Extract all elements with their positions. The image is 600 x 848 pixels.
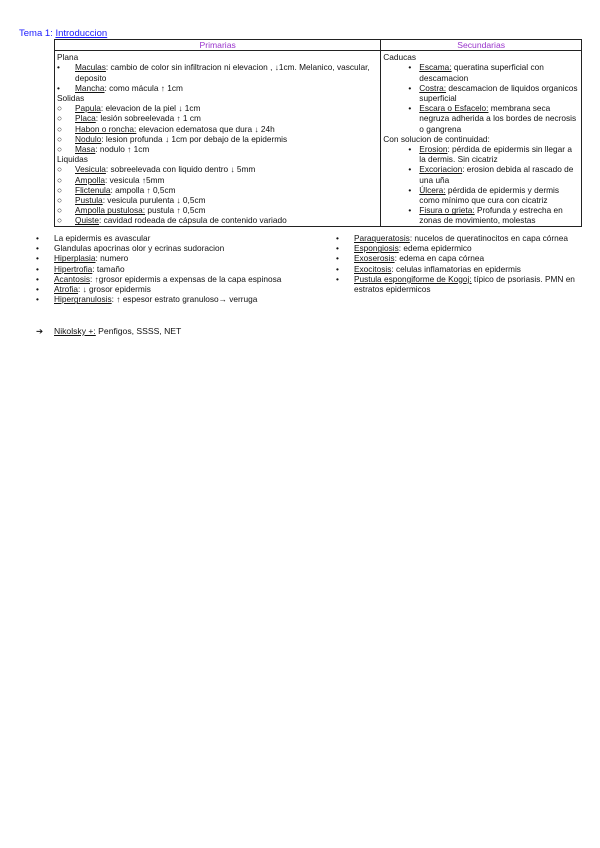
item-text xyxy=(419,185,580,205)
bullet-dot-icon: • xyxy=(336,233,339,243)
list-item xyxy=(383,144,580,164)
item-text xyxy=(75,175,379,185)
item-term: Exocitosis xyxy=(354,263,392,274)
item-description: queratina superficial con descamacion xyxy=(419,62,544,83)
right-notes-list xyxy=(336,233,586,294)
list-item xyxy=(36,233,326,243)
item-description: La epidermis es avascular xyxy=(54,233,151,243)
item-term: Hiperplasia xyxy=(54,253,96,264)
bullet-dot-icon: • xyxy=(36,253,39,264)
list-item xyxy=(383,83,580,103)
item-description: : pérdida de epidermis sin llegar a la dermis. Sin cicatriz xyxy=(419,144,572,165)
bullet-circle-icon: ○ xyxy=(57,113,63,124)
group-heading: Plana xyxy=(57,52,79,63)
item-term: Nodulo xyxy=(75,133,102,144)
bullet-dot-icon: • xyxy=(408,184,412,195)
group-heading: Solidas xyxy=(57,93,85,104)
item-text xyxy=(54,243,326,253)
list-item xyxy=(36,294,326,304)
bullet-circle-icon: ○ xyxy=(57,174,63,185)
item-term: Erosion xyxy=(419,144,448,155)
list-item xyxy=(57,175,379,185)
bullet-dot-icon: • xyxy=(408,205,412,216)
item-description: : celulas inflamatorias en epidermis xyxy=(391,263,521,274)
bullet-circle-icon: ○ xyxy=(57,133,63,144)
bullet-dot-icon: • xyxy=(408,164,412,175)
bullet-dot-icon: • xyxy=(408,62,412,73)
list-item xyxy=(57,185,379,195)
list-item xyxy=(57,144,379,154)
item-text xyxy=(354,274,586,294)
item-text xyxy=(75,134,379,144)
list-item xyxy=(383,164,580,184)
item-text xyxy=(54,284,326,294)
page-title xyxy=(19,28,107,39)
item-text xyxy=(54,274,326,284)
bullet-dot-icon: • xyxy=(57,62,60,73)
item-text xyxy=(54,233,326,243)
list-item xyxy=(383,62,580,82)
list-item xyxy=(57,113,379,123)
bullet-dot-icon: • xyxy=(336,253,339,264)
list-item xyxy=(57,62,379,82)
item-text xyxy=(354,253,586,263)
item-description: membrana seca negruza adherida a los bordes de necrosis o gangrena xyxy=(419,103,577,134)
item-term: Excoriacion xyxy=(419,164,463,175)
item-description: pérdida de epidermis y dermis como mínimo que cura con cicatriz xyxy=(419,184,560,206)
item-term: Acantosis xyxy=(54,273,90,284)
list-item xyxy=(336,233,586,243)
item-text xyxy=(75,62,379,82)
item-text xyxy=(419,144,580,164)
list-item xyxy=(57,215,379,225)
bullet-dot-icon: • xyxy=(36,294,39,305)
bullet-dot-icon: • xyxy=(36,273,39,284)
item-term: Paraqueratosis xyxy=(354,233,410,243)
item-description: : nucelos de queratinocitos en capa córnea xyxy=(409,233,569,243)
item-description: : como mácula ↑ 1cm xyxy=(104,82,183,93)
list-item xyxy=(57,103,379,113)
item-description: : vesicula ↑5mm xyxy=(104,174,165,185)
bullet-circle-icon: ○ xyxy=(57,184,63,195)
item-term: Fisura o grieta: xyxy=(419,205,475,216)
bullet-circle-icon: ○ xyxy=(57,123,63,134)
item-term: Escara o Esfacelo: xyxy=(419,103,489,114)
item-term: Exoserosis xyxy=(354,253,395,264)
item-description: Glandulas apocrinas olor y ecrinas sudoracion xyxy=(54,243,225,254)
item-text xyxy=(75,215,379,225)
item-description: típico de psoriasis. PMN en estratos epidermicos xyxy=(354,273,575,295)
item-description: elevacion edematosa que dura ↓ 24h xyxy=(136,123,275,134)
list-item xyxy=(36,274,326,284)
bullet-dot-icon: • xyxy=(36,263,39,274)
item-term: Costra: xyxy=(419,82,447,93)
item-description: descamacion de liquidos organicos superficial xyxy=(419,82,578,104)
item-text xyxy=(75,144,379,154)
list-item xyxy=(36,284,326,294)
item-term: Hipertrofia xyxy=(54,263,93,274)
item-description: : edema epidermico xyxy=(398,243,472,254)
title-topic: Introduccion xyxy=(55,28,108,39)
item-term: Ampolla pustulosa: xyxy=(75,205,146,216)
item-text xyxy=(419,62,580,82)
nikolsky-term: Nikolsky +: xyxy=(54,326,96,336)
header-secundarias: Secundarias xyxy=(381,40,582,51)
list-item xyxy=(336,243,586,253)
item-text xyxy=(75,124,379,134)
item-description: : cambio de color sin infiltracion ni elevacion , ↓1cm. Melanico, vascular, deposito xyxy=(75,62,370,83)
item-description: : lesión sobreelevada ↑ 1 cm xyxy=(95,113,201,124)
item-description: Profunda y estrecha en zonas de movimiento, molestas xyxy=(419,205,563,226)
list-item xyxy=(57,164,379,174)
nikolsky-note xyxy=(36,326,181,337)
item-term: Maculas xyxy=(75,62,106,73)
item-text xyxy=(75,113,379,123)
item-term: Vesicula xyxy=(75,164,106,175)
list-item xyxy=(383,205,580,225)
item-text xyxy=(354,264,586,274)
item-description: : tamaño xyxy=(92,263,125,274)
bullet-dot-icon: • xyxy=(336,273,339,284)
list-item xyxy=(57,134,379,144)
bullet-dot-icon: • xyxy=(36,243,39,254)
secundarias-cell xyxy=(381,51,582,226)
item-text xyxy=(419,103,580,134)
list-item xyxy=(336,274,586,294)
item-text xyxy=(75,164,379,174)
item-text xyxy=(419,205,580,225)
item-text xyxy=(419,164,580,184)
item-term: Masa xyxy=(75,144,96,155)
item-text xyxy=(75,83,379,93)
list-item xyxy=(336,264,586,274)
list-item xyxy=(36,243,326,253)
item-text xyxy=(54,264,326,274)
bullet-dot-icon: • xyxy=(57,82,60,93)
item-text xyxy=(354,233,586,243)
group-heading: Caducas xyxy=(383,52,417,63)
item-term: Papula xyxy=(75,103,101,114)
primarias-cell xyxy=(55,51,381,226)
bullet-dot-icon: • xyxy=(336,263,339,274)
item-description: : ↑grosor epidermis a expensas de la capa espinosa xyxy=(89,273,282,284)
bullet-circle-icon: ○ xyxy=(57,215,63,226)
bullet-circle-icon: ○ xyxy=(57,164,63,175)
bullet-dot-icon: • xyxy=(408,103,412,114)
item-description: pustula ↑ 0,5cm xyxy=(145,205,206,216)
item-term: Placa xyxy=(75,113,96,124)
list-item xyxy=(36,264,326,274)
bullet-dot-icon: • xyxy=(36,233,39,243)
list-item xyxy=(383,103,580,134)
left-notes-list xyxy=(36,233,326,304)
bullet-circle-icon: ○ xyxy=(57,205,63,216)
list-item xyxy=(36,253,326,263)
bullet-dot-icon: • xyxy=(408,82,412,93)
item-description: : numero xyxy=(95,253,129,264)
item-text xyxy=(54,253,326,263)
bullet-circle-icon: ○ xyxy=(57,144,63,155)
item-description: : elevacion de la piel ↓ 1cm xyxy=(100,103,201,114)
lesions-table xyxy=(54,39,582,227)
item-text xyxy=(75,205,379,215)
item-description: : cavidad rodeada de cápsula de contenido variado xyxy=(98,215,287,226)
title-prefix: Tema 1: xyxy=(19,28,53,39)
item-term: Úlcera: xyxy=(419,184,446,195)
item-term: Quiste xyxy=(75,215,99,226)
list-item xyxy=(57,83,379,93)
item-text xyxy=(54,294,326,304)
list-item xyxy=(57,124,379,134)
group-heading: Liquidas xyxy=(57,154,88,165)
item-term: Hipergranulosis xyxy=(54,294,112,305)
item-description: : erosion debida al rascado de una uña xyxy=(419,164,574,185)
nikolsky-text: Penfigos, SSSS, NET xyxy=(95,326,182,336)
bullet-dot-icon: • xyxy=(36,284,39,295)
group-heading: Con solucion de continuidad: xyxy=(383,133,490,144)
list-item xyxy=(57,195,379,205)
list-item xyxy=(57,205,379,215)
item-description: : ampolla ↑ 0,5cm xyxy=(110,184,176,195)
item-description: : ↑ espesor estrato granuloso→ verruga xyxy=(111,294,258,305)
item-term: Atrofia xyxy=(54,284,78,295)
item-description: : nodulo ↑ 1cm xyxy=(95,144,150,155)
item-text xyxy=(75,195,379,205)
arrow-icon: ➔ xyxy=(36,326,44,336)
item-term: Pustula xyxy=(75,195,103,206)
bullet-circle-icon: ○ xyxy=(57,195,63,206)
item-term: Ampolla xyxy=(75,174,105,185)
item-text xyxy=(419,83,580,103)
item-description: : ↓ grosor epidermis xyxy=(77,284,151,295)
item-description: : edema en capa córnea xyxy=(394,253,485,264)
item-term: Flictenula xyxy=(75,184,111,195)
item-description: : sobreelevada con liquido dentro ↓ 5mm xyxy=(105,164,256,175)
item-term: Espongiosis xyxy=(354,243,399,254)
item-term: Pustula espongiforme de Kogoj: xyxy=(354,273,472,284)
item-text xyxy=(75,103,379,113)
item-text xyxy=(75,185,379,195)
item-term: Habon o roncha: xyxy=(75,123,137,134)
item-term: Mancha xyxy=(75,82,105,93)
list-item xyxy=(336,253,586,263)
item-text xyxy=(354,243,586,253)
item-description: : lesion profunda ↓ 1cm por debajo de la epidermis xyxy=(101,133,288,144)
bullet-dot-icon: • xyxy=(336,243,339,254)
item-term: Escama: xyxy=(419,62,452,73)
header-primarias: Primarias xyxy=(55,40,381,51)
item-description: : vesicula purulenta ↓ 0,5cm xyxy=(102,195,206,206)
bullet-circle-icon: ○ xyxy=(57,103,63,114)
bullet-dot-icon: • xyxy=(408,144,412,155)
list-item xyxy=(383,185,580,205)
